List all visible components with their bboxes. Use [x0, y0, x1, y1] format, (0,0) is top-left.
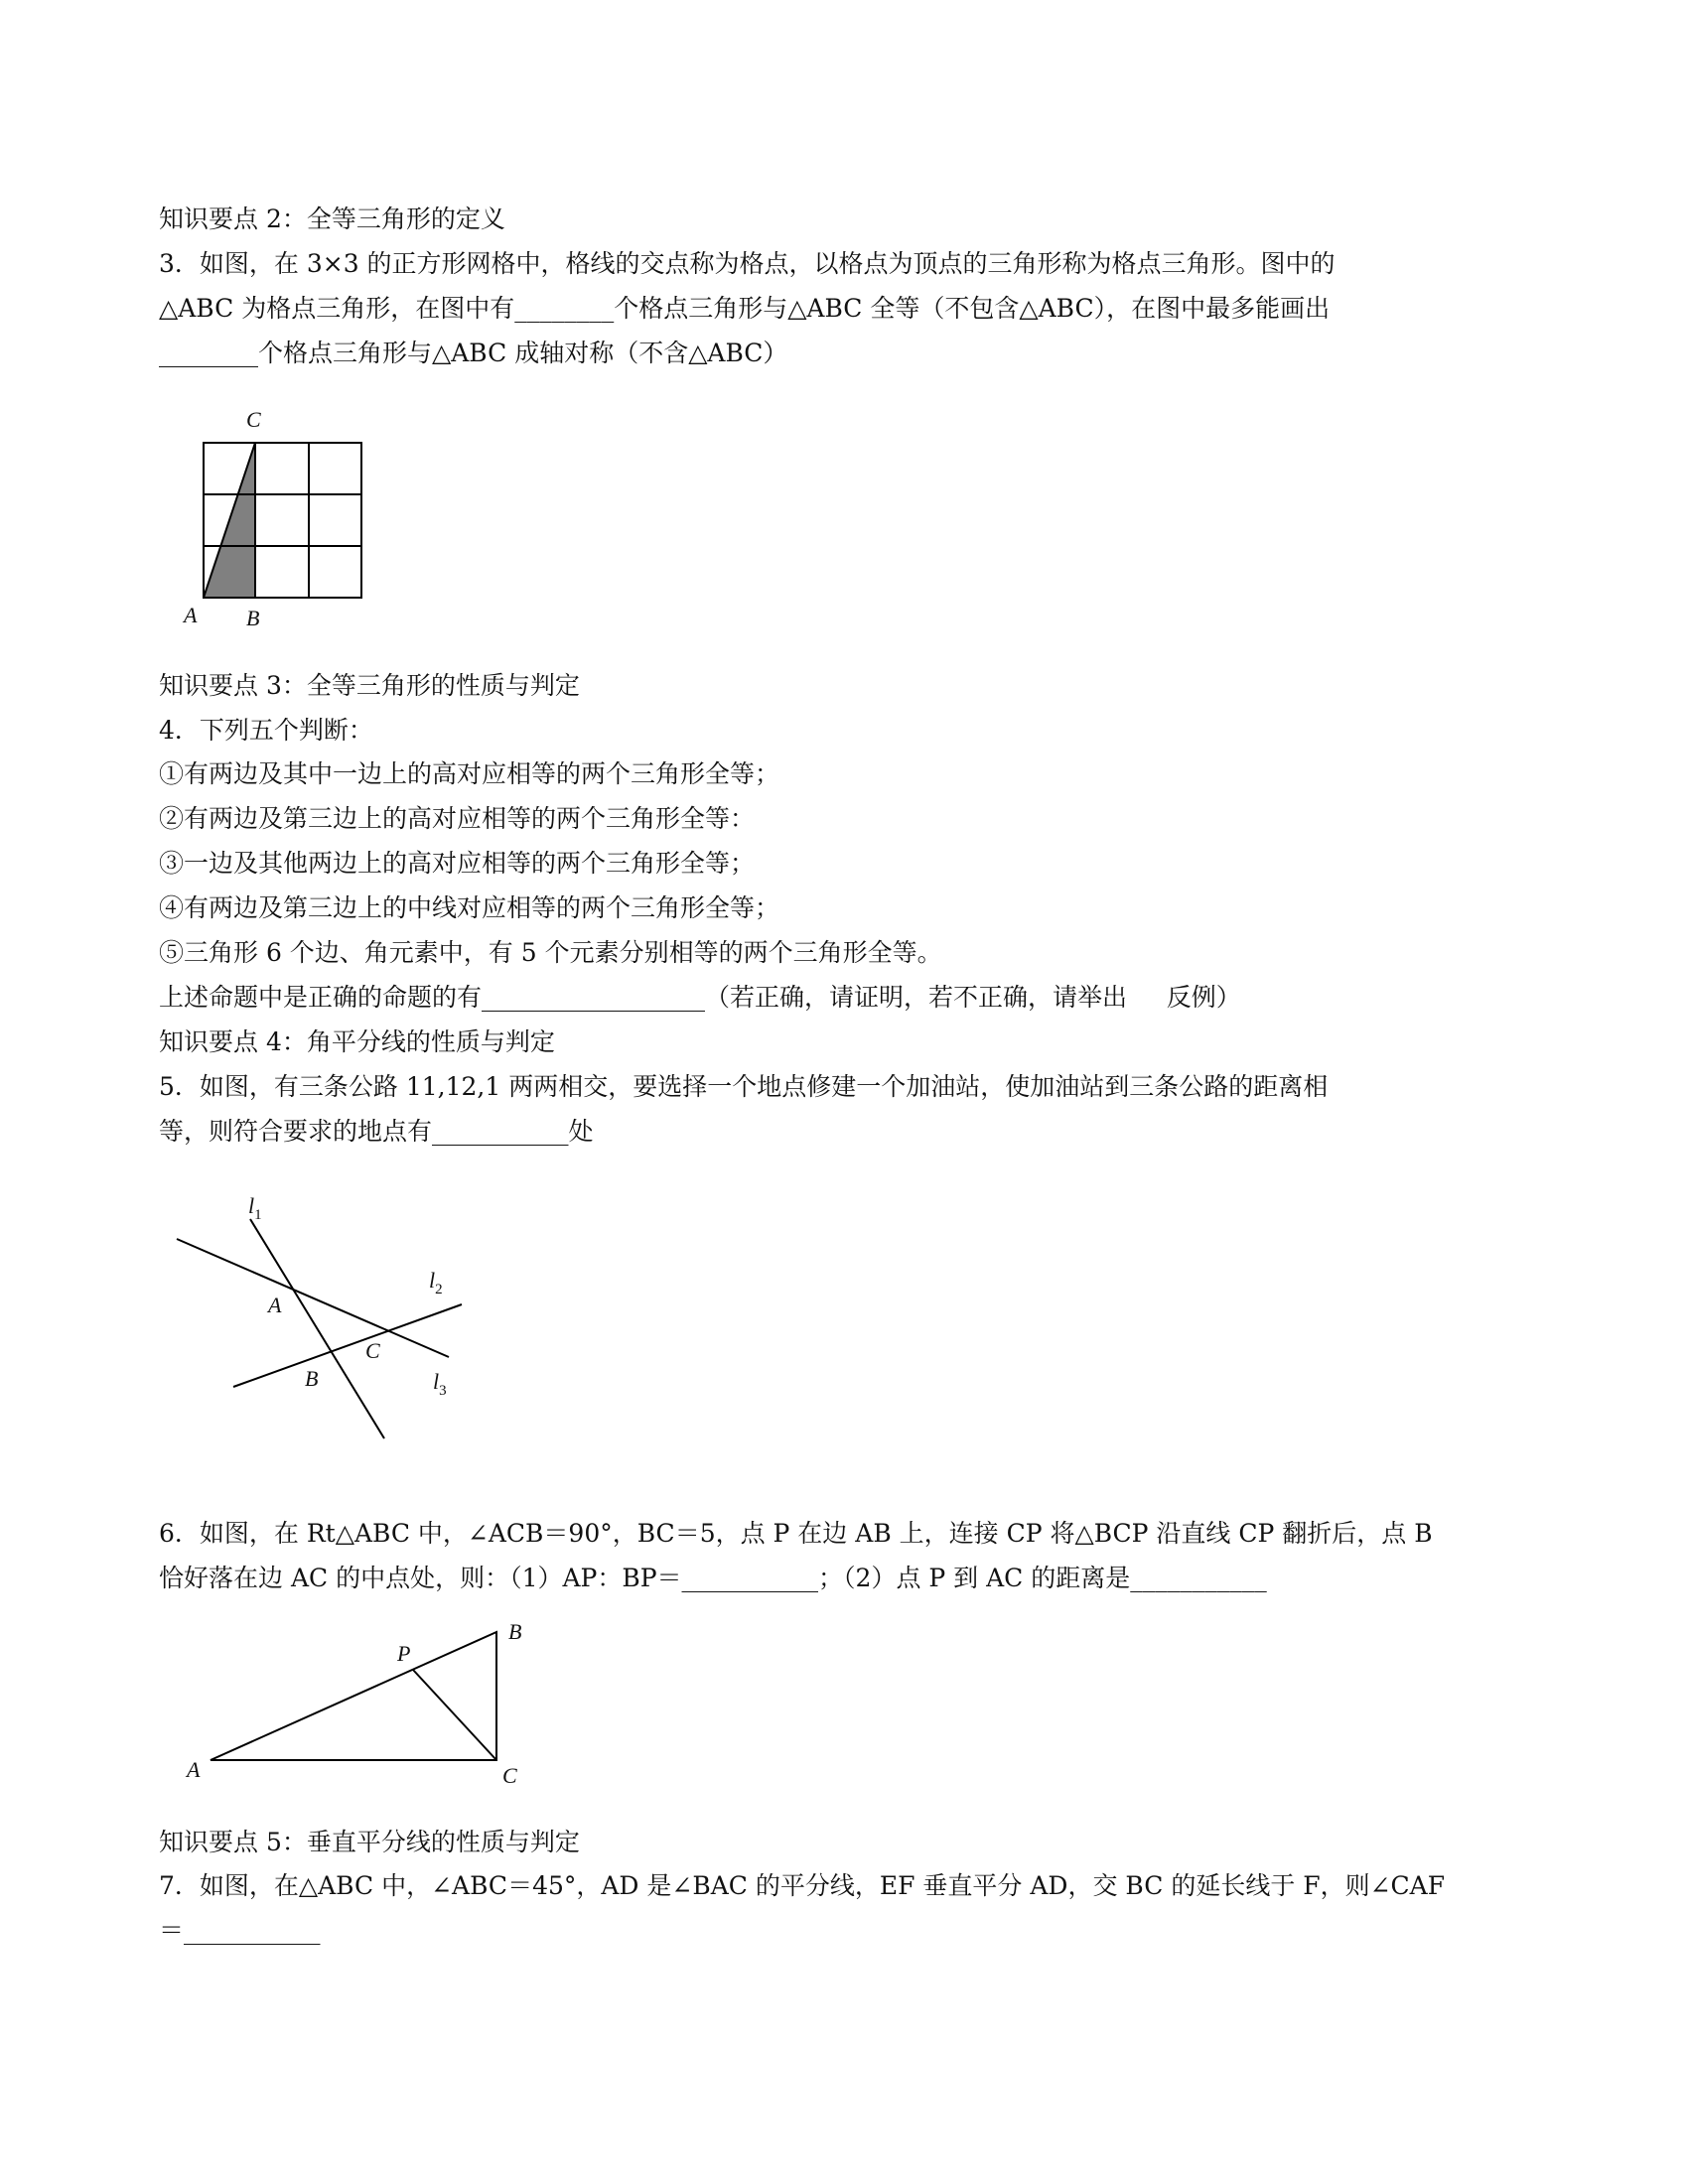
section-heading-5: 知识要点 5：垂直平分线的性质与判定	[159, 1828, 580, 1856]
section-heading-4: 知识要点 4：角平分线的性质与判定	[159, 1027, 555, 1056]
q5-line-2: 等，则符合要求的地点有___________处	[159, 1117, 594, 1146]
label-l1: $l_1$	[248, 1193, 262, 1223]
q5-line-1: 5．如图，有三条公路 11,12,1 两两相交，要选择一个地点修建一个加油站，使加油站到三条公路的距离相	[159, 1072, 1329, 1101]
q3-line-2: △ABC 为格点三角形，在图中有________个格点三角形与△ABC 全等（不包含△ABC），在图中最多能画出	[159, 294, 1331, 323]
label-l2: $l_2$	[429, 1268, 443, 1297]
q3-line-1: 3．如图，在 3×3 的正方形网格中，格线的交点称为格点，以格点为顶点的三角形称为格点三角形。图中的	[159, 249, 1336, 278]
label-p: P	[397, 1641, 411, 1666]
q4-item-3: ③一边及其他两边上的高对应相等的两个三角形全等；	[159, 849, 756, 878]
road-l3	[177, 1239, 449, 1357]
label-b: B	[305, 1366, 319, 1391]
segment-cp	[413, 1670, 496, 1760]
label-c: C	[246, 407, 261, 432]
q4-item-5: ⑤三角形 6 个边、角元素中，有 5 个元素分别相等的两个三角形全等。	[159, 938, 942, 967]
q4-item-1: ①有两边及其中一边上的高对应相等的两个三角形全等；	[159, 759, 780, 788]
q4-item-4: ④有两边及第三边上的中线对应相等的两个三角形全等；	[159, 893, 780, 922]
label-b: B	[508, 1619, 522, 1644]
label-a: A	[268, 1293, 282, 1317]
triangle-abc	[211, 1632, 496, 1760]
label-l3: $l_3$	[433, 1369, 447, 1399]
road-l1	[250, 1219, 384, 1438]
q7-line-2: ＝___________	[159, 1916, 321, 1945]
q4-item-2: ②有两边及第三边上的高对应相等的两个三角形全等：	[159, 804, 756, 833]
label-c: C	[365, 1338, 380, 1363]
label-b: B	[246, 606, 260, 630]
label-a: A	[187, 1757, 201, 1782]
figure-three-roads	[159, 1176, 477, 1444]
figure-right-triangle	[179, 1613, 546, 1802]
q6-line-2: 恰好落在边 AC 的中点处，则：（1）AP：BP＝___________；（2）点 P 到 AC 的距离是___________	[159, 1564, 1267, 1592]
q7-line-1: 7．如图，在△ABC 中，∠ABC＝45°，AD 是∠BAC 的平分线，EF 垂直平分 AD，交 BC 的延长线于 F，则∠CAF	[159, 1871, 1446, 1900]
label-a: A	[184, 603, 198, 627]
figure-grid-triangle	[179, 402, 387, 640]
section-heading-2: 知识要点 2：全等三角形的定义	[159, 205, 505, 233]
q4-conclusion: 上述命题中是正确的命题的有__________________（若正确，请证明，若不正确，请举出 反例）	[159, 983, 1241, 1012]
section-heading-3: 知识要点 3：全等三角形的性质与判定	[159, 671, 580, 700]
q3-line-3: ________个格点三角形与△ABC 成轴对称（不含△ABC）	[159, 339, 788, 367]
q4-intro: 4．下列五个判断：	[159, 716, 373, 745]
q6-line-1: 6．如图，在 Rt△ABC 中，∠ACB＝90°，BC＝5，点 P 在边 AB 上，连接 CP 将△BCP 沿直线 CP 翻折后，点 B	[159, 1519, 1433, 1548]
label-c: C	[502, 1763, 517, 1788]
